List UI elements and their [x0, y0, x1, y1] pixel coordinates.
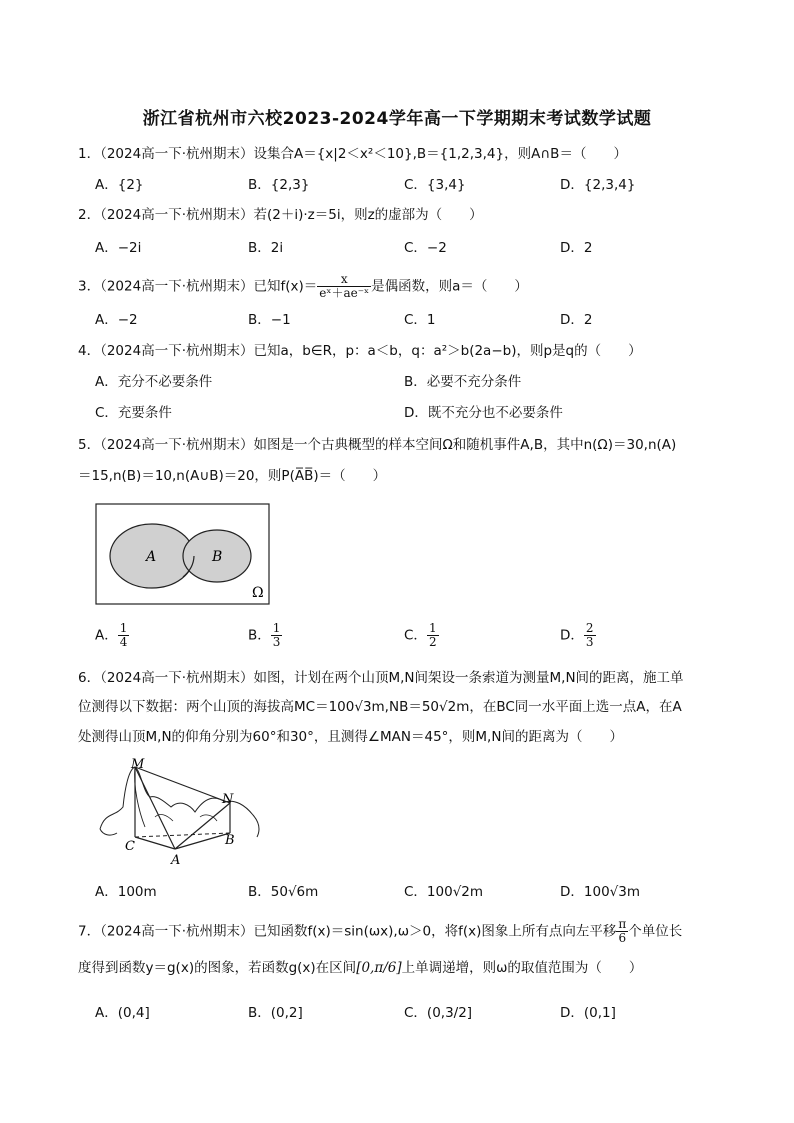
question-6-stem-line-2: 位测得以下数据：两个山顶的海拔高MC＝100√3m,NB＝50√2m，在BC同一水平面上选一点A，在A	[78, 699, 682, 715]
q5-option-d-letter: D．	[560, 627, 584, 644]
q7-option-c: C．(0,3/2]	[404, 1005, 473, 1021]
question-1-stem: 1．（2024高一下·杭州期末）设集合A＝{x|2＜x²＜10},B＝{1,2,3,4}，则A∩B＝（ ）	[78, 146, 627, 162]
q6-option-a: A．100m	[95, 884, 157, 900]
q2-option-a: A．−2i	[95, 240, 142, 256]
q1-option-d: D．{2,3,4}	[560, 177, 636, 193]
q7-frac-den: 6	[618, 931, 627, 945]
q2-option-d: D．2	[560, 240, 593, 256]
q5-option-c-den: 2	[428, 635, 437, 649]
question-7-stem-line-2	[78, 958, 728, 978]
q5-option-d-num: 2	[585, 621, 594, 635]
q1-option-b: B．{2,3}	[248, 177, 310, 193]
q3-stem-pre: 3．（2024高一下·杭州期末）已知f(x)＝	[78, 278, 318, 295]
q1-option-a: A．{2}	[95, 177, 144, 193]
question-5-stem-line-1: 5．（2024高一下·杭州期末）如图是一个古典概型的样本空间Ω和随机事件A,B，其中n(Ω)＝30,n(A)	[78, 437, 677, 453]
question-2-stem: 2．（2024高一下·杭州期末）若(2＋i)·z＝5i，则z的虚部为（ ）	[78, 207, 483, 223]
q3-option-d: D．2	[560, 312, 593, 328]
q3-option-b: B．−1	[248, 312, 291, 328]
q5-option-c-num: 1	[428, 621, 437, 635]
figure-label-c: C	[125, 839, 135, 854]
q4-option-b: B．必要不充分条件	[404, 374, 522, 390]
q5-option-b-num: 1	[272, 621, 281, 635]
figure-label-m: M	[131, 757, 145, 772]
q3-fraction	[317, 273, 371, 300]
q5-option-d-den: 3	[585, 635, 594, 649]
mountain-figure	[95, 757, 265, 869]
q4-option-c: C．充要条件	[95, 405, 172, 421]
q7-option-d: D．(0,1]	[560, 1005, 616, 1021]
figure-label-a: A	[171, 853, 181, 868]
venn-label-b: B	[212, 549, 223, 565]
q7-option-b: B．(0,2]	[248, 1005, 303, 1021]
q6-option-b: B．50√6m	[248, 884, 319, 900]
question-3-stem	[78, 273, 728, 300]
q5-option-d	[560, 622, 596, 649]
question-5-stem-line-2: ＝15,n(B)＝10,n(A∪B)＝20，则P(A̅B̅)＝（ ）	[78, 468, 387, 484]
q5-option-a-den: 4	[119, 635, 128, 649]
q4-option-d: D．既不充分也不必要条件	[404, 405, 563, 421]
q6-option-d: D．100√3m	[560, 884, 641, 900]
page-title: 浙江省杭州市六校2023-2024学年高一下学期期末考试数学试题	[142, 109, 652, 129]
q5-option-d-fraction	[584, 622, 596, 649]
q3-frac-den: eˣ＋ae⁻ˣ	[319, 286, 370, 300]
q5-option-b-den: 3	[272, 635, 281, 649]
venn-label-omega: Ω	[252, 585, 264, 601]
question-4-stem: 4．（2024高一下·杭州期末）已知a，b∈R，p：a＜b，q：a²＞b(2a−b)，则p是q的（ ）	[78, 343, 642, 359]
q7-stem-line1-post: 个单位长	[628, 923, 683, 940]
q7-stem-line2-post: 上单调递增，则ω的取值范围为（ ）	[401, 960, 643, 976]
q4-option-a: A．充分不必要条件	[95, 374, 213, 390]
q5-option-a-num: 1	[119, 621, 128, 635]
q3-option-a: A．−2	[95, 312, 138, 328]
q5-option-b-fraction	[271, 622, 283, 649]
q3-stem-post: 是偶函数，则a＝（ ）	[371, 278, 528, 295]
q1-option-c: C．{3,4}	[404, 177, 466, 193]
q2-option-b: B．2i	[248, 240, 284, 256]
figure-label-b: B	[225, 833, 235, 848]
q7-frac-num: π	[618, 917, 627, 931]
question-7-stem-line-1	[78, 918, 728, 945]
q7-stem-line2-pre: 度得到函数y＝g(x)的图象，若函数g(x)在区间	[78, 960, 357, 976]
q5-option-c	[404, 622, 439, 649]
q5-option-a-fraction	[118, 622, 130, 649]
question-6-stem-line-1: 6．（2024高一下·杭州期末）如图，计划在两个山顶M,N间架设一条索道为测量M,N间的距离，施工单	[78, 670, 684, 686]
q7-stem-line1-pre: 7．（2024高一下·杭州期末）已知函数f(x)＝sin(ωx),ω＞0，将f(x)图象上所有点向左平移	[78, 923, 617, 940]
q5-option-b-letter: B．	[248, 627, 271, 644]
q7-shift-fraction	[616, 918, 628, 945]
venn-diagram	[95, 503, 271, 607]
q5-option-c-letter: C．	[404, 627, 427, 644]
question-6-stem-line-3: 处测得山顶M,N的仰角分别为60°和30°，且测得∠MAN＝45°，则M,N间的距离为（ ）	[78, 729, 623, 745]
figure-label-n: N	[222, 792, 234, 807]
q5-option-c-fraction	[427, 622, 439, 649]
q7-interval: [0,π/6]	[356, 960, 402, 976]
q2-option-c: C．−2	[404, 240, 447, 256]
q5-option-a-letter: A．	[95, 627, 118, 644]
q6-option-c: C．100√2m	[404, 884, 484, 900]
q3-frac-num: x	[317, 273, 371, 287]
q5-option-b	[248, 622, 282, 649]
q3-option-c: C．1	[404, 312, 436, 328]
q5-option-a	[95, 622, 129, 649]
q7-option-a: A．(0,4]	[95, 1005, 150, 1021]
venn-label-a: A	[146, 549, 157, 565]
